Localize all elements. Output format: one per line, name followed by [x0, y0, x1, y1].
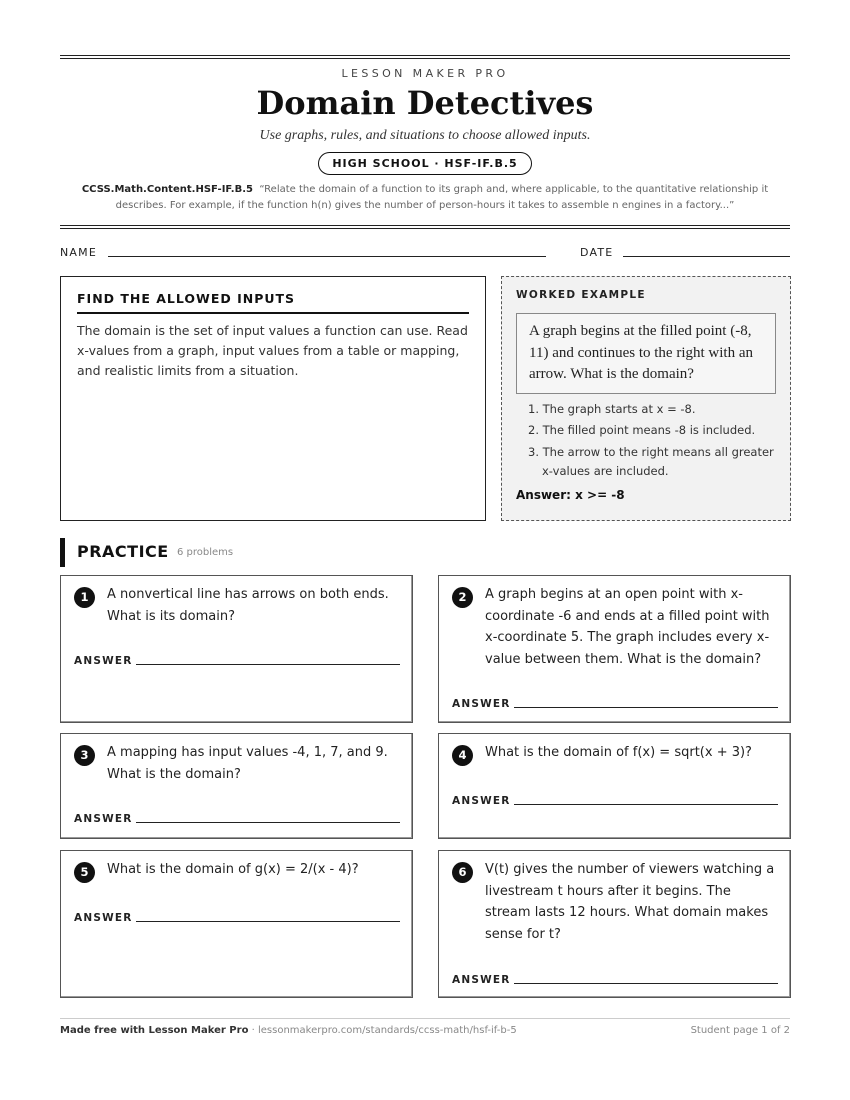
- problem-number-badge: 1: [74, 587, 95, 608]
- answer-field[interactable]: [136, 822, 400, 823]
- worked-example-heading: WORKED EXAMPLE: [516, 289, 646, 301]
- answer-label: ANSWER: [452, 795, 511, 807]
- answer-field[interactable]: [514, 707, 778, 708]
- page-title: Domain Detectives: [256, 84, 594, 122]
- answer-label: ANSWER: [452, 974, 511, 986]
- answer-label: ANSWER: [452, 698, 511, 710]
- answer-field[interactable]: [136, 921, 400, 922]
- page-subtitle: Use graphs, rules, and situations to choose allowed inputs.: [259, 128, 591, 143]
- answer-field[interactable]: [514, 804, 778, 805]
- worked-example-step: 2. The filled point means -8 is included.: [528, 423, 756, 437]
- date-field[interactable]: [623, 256, 790, 257]
- name-field[interactable]: [108, 256, 546, 257]
- problem-card-2: [438, 575, 791, 723]
- header-top-rule: [60, 55, 790, 59]
- practice-count: 6 problems: [177, 547, 234, 558]
- grade-standard-badge: HIGH SCHOOL · HSF-IF.B.5: [318, 152, 531, 175]
- problem-card-6: [438, 850, 791, 998]
- header-bottom-rule: [60, 225, 790, 229]
- footer-rule: [60, 1018, 790, 1019]
- answer-label: ANSWER: [74, 813, 133, 825]
- standard-code: CCSS.Math.Content.HSF-IF.B.5: [81, 184, 253, 195]
- problem-card-4: [438, 733, 791, 839]
- problem-text: What is the domain of g(x) = 2/(x - 4)?: [107, 862, 359, 877]
- worked-example-steps: [516, 400, 776, 482]
- name-label: NAME: [60, 246, 97, 259]
- problem-card-5: [60, 850, 413, 998]
- problem-card-1: [60, 575, 413, 723]
- worked-example-step: 1. The graph starts at x = -8.: [528, 401, 696, 416]
- problem-number-badge: 6: [452, 862, 473, 883]
- footer-credit: [60, 1025, 517, 1036]
- problem-text: A nonvertical line has arrows on both ends. What is its domain?: [107, 587, 389, 624]
- concept-body: The domain is the set of input values a function can use. Read x-values from a graph, input values from a table or mapping, and realistic limits from a situation.: [77, 323, 468, 378]
- problem-number-badge: 5: [74, 862, 95, 883]
- answer-field[interactable]: [136, 664, 400, 665]
- problem-text: A graph begins at an open point with x-coordinate -6 and ends at a filled point with x-coordinate 5. The graph includes every x-value between them. What is the domain?: [485, 587, 770, 667]
- brand-name: LESSON MAKER PRO: [341, 67, 509, 80]
- problem-number-badge: 4: [452, 745, 473, 766]
- practice-accent-bar: [60, 538, 65, 567]
- footer-made-with: Made free with Lesson Maker Pro: [60, 1025, 249, 1036]
- problem-text: V(t) gives the number of viewers watching a livestream t hours after it begins. The stream lasts 12 hours. What domain makes sense for t?: [485, 862, 775, 942]
- practice-heading: PRACTICE: [77, 542, 169, 561]
- problem-text: A mapping has input values -4, 1, 7, and 9. What is the domain?: [107, 745, 388, 782]
- answer-label: ANSWER: [74, 912, 133, 924]
- problem-text: What is the domain of f(x) = sqrt(x + 3)?: [485, 745, 752, 760]
- answer-label: ANSWER: [74, 655, 133, 667]
- standard-quote: “Relate the domain of a function to its graph and, where applicable, to the quantitative relationship it describes. For example, if the function h(n) gives the number of person-hours it takes to assemble n engines in a factory...”: [115, 184, 769, 211]
- worked-example-question: A graph begins at the filled point (-8, 11) and continues to the right with an arrow. What is the domain?: [516, 313, 776, 394]
- problem-number-badge: 3: [74, 745, 95, 766]
- worked-example-step: 3. The arrow to the right means all greater x-values are included.: [528, 444, 774, 478]
- problem-card-3: [60, 733, 413, 839]
- date-label: DATE: [580, 246, 614, 259]
- footer-url[interactable]: · lessonmakerpro.com/standards/ccss-math/hsf-if-b-5: [248, 1025, 517, 1036]
- problem-number-badge: 2: [452, 587, 473, 608]
- worked-example-answer: Answer: x >= -8: [516, 487, 625, 502]
- standard-description: [80, 182, 770, 214]
- worked-example-box: [501, 276, 791, 521]
- concept-box: [60, 276, 486, 521]
- page-indicator: Student page 1 of 2: [690, 1025, 790, 1036]
- answer-field[interactable]: [514, 983, 778, 984]
- concept-heading: FIND THE ALLOWED INPUTS: [77, 291, 469, 314]
